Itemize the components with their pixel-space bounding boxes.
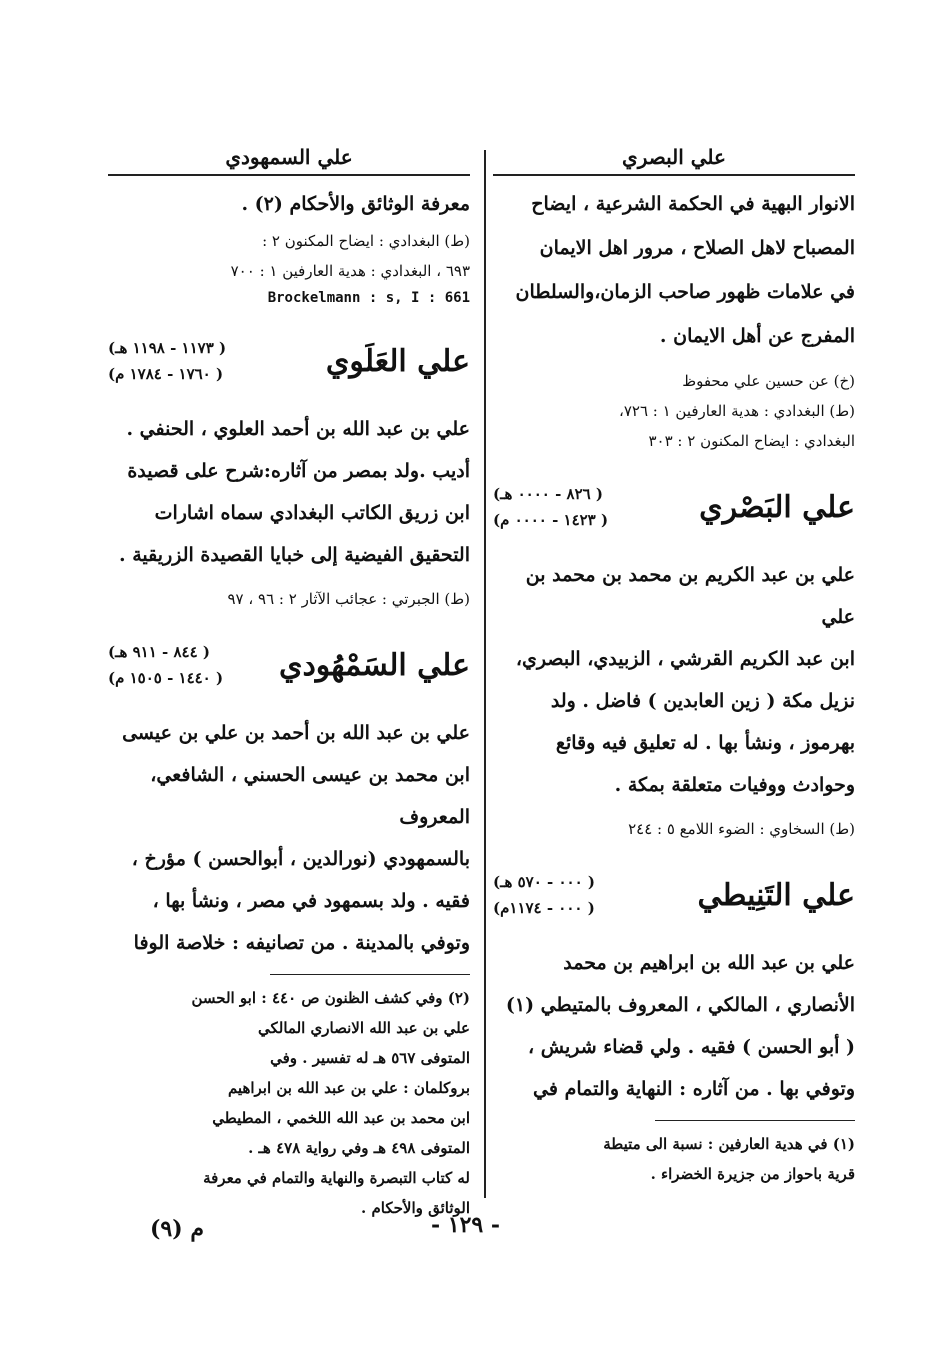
gregorian-dates: ( ١٤٤٠ - ١٥٠٥ م) — [108, 669, 224, 687]
entry-name: علي التَنِيطي — [697, 877, 855, 913]
footnote-line: ابن محمد بن عبد الله اللخمي ، المطيطي — [212, 1109, 470, 1127]
entry-line: وتوفي بالمدينة . من تصانيفه : خلاصة الوفا — [133, 932, 470, 954]
entry-heading-alawi — [108, 322, 470, 400]
entry-line: علي بن عبد الله بن ابراهيم بن محمد — [563, 952, 855, 974]
hijri-dates: ( ٠٠٠ - ٥٧٠ هـ) — [493, 873, 595, 891]
entry-dates — [108, 335, 226, 387]
reference-line: (خ) عن حسين علي محفوظ — [682, 372, 855, 390]
entry-line: بهرموز ، ونشأ بها . له تعليق فيه وقائع — [555, 732, 855, 754]
entry-dates — [493, 481, 608, 533]
continuation-line: في علامات ظهور صاحب الزمان،والسلطان — [515, 281, 855, 303]
reference-line: (ط) السخاوي : الضوء اللامع ٥ : ٢٤٤ — [628, 820, 855, 838]
footnote-line: الوثائق والأحكام . — [361, 1199, 470, 1217]
reference-line: ٦٩٣ ، البغدادي : هدية العارفين ١ : ٧٠٠ — [230, 262, 470, 280]
continuation-line: المصباح لاهل الصلاح ، مرور اهل الايمان — [539, 237, 855, 259]
footnote-line: قرية باحواز من جزيرة الخضراء . — [650, 1165, 855, 1183]
entry-name: علي العَلَوي — [325, 343, 470, 379]
gregorian-dates: ( ١٧٦٠ - ١٧٨٤ م) — [108, 365, 224, 383]
entry-line: ابن زريق الكاتب البغدادي سماه اشارات — [154, 502, 470, 524]
entry-dates — [493, 869, 595, 921]
footnote-line: (١) في هدية العارفين : نسبة الى متيطة — [603, 1135, 855, 1153]
left-column-header: علي السمهودي — [108, 140, 470, 176]
entry-heading-basri — [493, 468, 855, 546]
gregorian-dates: ( ١٤٢٣ - ٠٠٠٠ م) — [493, 511, 609, 529]
right-column-header: علي البصري — [493, 140, 855, 176]
right-column — [493, 140, 855, 1189]
entry-name: علي البَصْري — [699, 489, 855, 525]
hijri-dates: ( ١١٧٣ - ١١٩٨ هـ) — [108, 339, 227, 357]
footnote-line: بروكلمان : علي بن عبد الله بن ابراهيم — [227, 1079, 470, 1097]
latin-reference: Brockelmann : s, I : 661 — [267, 290, 470, 306]
reference-line: البغدادي : ايضاح المكنون ٢ : ٣٠٣ — [648, 432, 855, 450]
continuation-line: الانوار البهية في الحكمة الشرعية ، ايضاح — [531, 193, 855, 215]
footnote-line: المتوفى ٤٩٨ هـ وفي رواية ٤٧٨ هـ . — [248, 1139, 470, 1157]
entry-line: علي بن عبد الله بن أحمد بن علي بن عيسى — [122, 722, 470, 744]
entry-line: وتوفي بها . من آثاره : النهاية والتمام في — [533, 1078, 855, 1100]
column-divider — [484, 150, 486, 1198]
entry-dates — [108, 639, 223, 691]
entry-line: علي بن عبد الكريم بن محمد بن محمد بن علي — [525, 564, 855, 628]
entry-line: بالسمهودي (نورالدين ، أبوالحسن ) مؤرخ ، — [131, 848, 470, 870]
page-number: - ١٢٩ - — [430, 1212, 501, 1238]
entry-line: ( أبو الحسن ) فقيه . ولي قضاء شريش ، — [528, 1036, 855, 1058]
footnote-rule — [655, 1120, 855, 1121]
signature-mark: م (٩) — [150, 1216, 204, 1242]
reference-line: (ط) الجبرتي : عجائب الآثار ٢ : ٩٦ ، ٩٧ — [227, 590, 470, 608]
gregorian-dates: ( ٠٠٠ - ١١٧٤م) — [493, 899, 595, 917]
footnote-line: له كتاب التبصرة والنهاية والتمام في معرفة — [203, 1169, 470, 1187]
continuation-line: المفرج عن أهل الايمان . — [659, 325, 855, 347]
entry-line: وحوادث ووفيات متعلقة بمكة . — [614, 774, 855, 796]
entry-line: علي بن عبد الله بن أحمد العلوي ، الحنفي . — [126, 418, 470, 440]
entry-line: ابن محمد بن عيسى الحسني ، الشافعي، المعروف — [150, 764, 470, 828]
entry-line: نزيل مكة ( زين العابدين ) فاضل . ولد — [550, 690, 855, 712]
continuation-line: معرفة الوثائق والأحكام (٢) . — [241, 193, 470, 215]
entry-line: ابن عبد الكريم القرشي ، الزبيدي، البصري، — [515, 648, 855, 670]
footnote-line: المتوفى ٥٦٧ هـ له تفسير . وفي — [270, 1049, 470, 1067]
entry-line: أديب .ولد بمصر من آثاره:شرح على قصيدة — [127, 460, 470, 482]
entry-heading-samhudi — [108, 626, 470, 704]
hijri-dates: ( ٨٤٤ - ٩١١ هـ) — [108, 643, 210, 661]
footnote-line: (٢) وفي كشف الظنون ص ٤٤٠ : ابو الحسن — [191, 989, 470, 1007]
entry-name: علي السَمْهُودي — [278, 647, 470, 683]
entry-heading-tinaiti — [493, 856, 855, 934]
footnote-line: علي بن عبد الله الانصاري المالكي — [257, 1019, 470, 1037]
entry-line: فقيه . ولد بسمهود في مصر ، ونشأ بها ، — [152, 890, 470, 912]
footnote-rule — [270, 974, 470, 975]
left-column — [108, 140, 470, 1223]
entry-line: الأنصاري ، المالكي ، المعروف بالمتيطي (١) — [505, 994, 855, 1016]
reference-line: (ط) البغدادي : ايضاح المكنون ٢ : — [262, 232, 470, 250]
hijri-dates: ( ٨٢٦ - ٠٠٠٠ هـ) — [493, 485, 604, 503]
entry-line: التحقيق الفيضية إلى خبايا القصيدة الزريقية . — [119, 544, 470, 566]
reference-line: (ط) البغدادي : هدية العارفين ١ : ٧٢٦، — [618, 402, 855, 420]
